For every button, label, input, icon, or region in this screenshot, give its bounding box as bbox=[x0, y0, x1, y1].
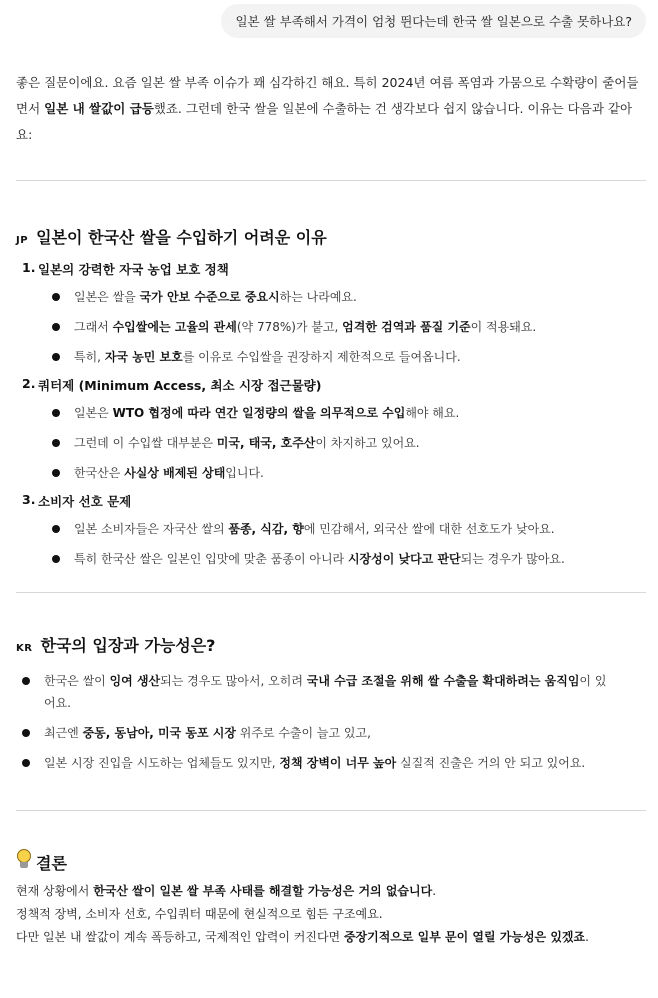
intro-line-2 bbox=[16, 96, 646, 122]
sub-list-2 bbox=[16, 402, 646, 484]
list-item-title: 일본의 강력한 자국 농업 보호 정책 bbox=[38, 262, 229, 277]
list-number: 3. bbox=[22, 492, 36, 507]
bullet-item bbox=[52, 518, 646, 540]
bullet-dot bbox=[52, 555, 60, 563]
bullet-text: 한국은 쌀이 잉여 생산되는 경우도 많아서, 오히려 국내 수급 조절을 위해 쌀 수출을 확대하려는 움직임이 있 어요. bbox=[44, 674, 607, 710]
section-title-kr bbox=[16, 633, 646, 656]
divider bbox=[16, 592, 646, 593]
intro-text: 했죠. 그런데 한국 쌀을 일본에 수출하는 건 생각보다 쉽지 않습니다. 이유는 다음과 같아 bbox=[153, 101, 633, 116]
bullet-item bbox=[52, 346, 646, 368]
bullet-dot bbox=[22, 677, 30, 685]
bullet-item bbox=[22, 722, 646, 744]
bullet-dot bbox=[22, 759, 30, 767]
bullet-dot bbox=[52, 353, 60, 361]
bullet-item bbox=[52, 432, 646, 454]
bullet-dot bbox=[52, 409, 60, 417]
bullet-text: 그런데 이 수입쌀 대부분은 미국, 태국, 호주산이 차지하고 있어요. bbox=[74, 436, 420, 450]
conclusion-line-2: 정책적 장벽, 소비자 선호, 수입쿼터 때문에 현실적으로 힘든 구조예요. bbox=[16, 907, 383, 921]
bullet-dot bbox=[22, 729, 30, 737]
bullet-text: 일본은 WTO 협정에 따라 연간 일정량의 쌀을 의무적으로 수입해야 해요. bbox=[74, 406, 460, 420]
bullet-item bbox=[52, 462, 646, 484]
list-item-1 bbox=[16, 260, 646, 278]
divider bbox=[16, 180, 646, 181]
assistant-response bbox=[16, 70, 646, 949]
bullet-item bbox=[52, 316, 646, 338]
jp-flag-icon: JP bbox=[16, 235, 29, 246]
list-number: 1. bbox=[22, 260, 36, 275]
bullet-text: 일본 시장 진입을 시도하는 업체들도 있지만, 정책 장벽이 너무 높아 실질적 진출은 거의 안 되고 있어요. bbox=[44, 756, 586, 770]
bullet-item bbox=[22, 752, 646, 774]
section-title-text: 한국의 입장과 가능성은? bbox=[40, 636, 216, 655]
conclusion-paragraph bbox=[16, 880, 646, 949]
bullet-dot bbox=[52, 293, 60, 301]
section-title-jp bbox=[16, 225, 646, 248]
divider bbox=[16, 810, 646, 811]
bullet-item bbox=[52, 548, 646, 570]
intro-line-3: 요: bbox=[16, 127, 33, 142]
list-item-title: 쿼터제 (Minimum Access, 최소 시장 접근물량) bbox=[38, 378, 322, 393]
bullet-item bbox=[22, 670, 646, 714]
conclusion-title-text: 결론 bbox=[36, 854, 67, 873]
section-title-text: 일본이 한국산 쌀을 수입하기 어려운 이유 bbox=[36, 228, 327, 247]
bullet-dot bbox=[52, 469, 60, 477]
intro-text: 면서 bbox=[16, 101, 45, 116]
bullet-text: 그래서 수입쌀에는 고율의 관세(약 778%)가 붙고, 엄격한 검역과 품질 기준이 적용돼요. bbox=[74, 320, 537, 334]
bullet-text: 특히 한국산 쌀은 일본인 입맛에 맞춘 품종이 아니라 시장성이 낮다고 판단되는 경우가 많아요. bbox=[74, 552, 565, 566]
intro-bold: 일본 내 쌀값이 급등 bbox=[44, 101, 154, 116]
conclusion-line-1: 현재 상황에서 한국산 쌀이 일본 쌀 부족 사태를 해결할 가능성은 거의 없습니다. bbox=[16, 884, 437, 898]
list-number: 2. bbox=[22, 376, 36, 391]
bullet-dot bbox=[52, 525, 60, 533]
conclusion-title bbox=[16, 849, 646, 874]
intro-paragraph bbox=[16, 70, 646, 148]
list-item-3 bbox=[16, 492, 646, 510]
list-item-title: 소비자 선호 문제 bbox=[38, 494, 132, 509]
user-message-bubble: 일본 쌀 부족해서 가격이 엄청 뛴다는데 한국 쌀 일본으로 수출 못하나요? bbox=[221, 4, 646, 38]
kr-flag-icon: KR bbox=[16, 643, 33, 654]
bullet-text: 한국산은 사실상 배제된 상태입니다. bbox=[74, 466, 264, 480]
conclusion-line-3: 다만 일본 내 쌀값이 계속 폭등하고, 국제적인 압력이 커진다면 중장기적으로 일부 문이 열릴 가능성은 있겠죠. bbox=[16, 930, 589, 944]
bullet-item bbox=[52, 402, 646, 424]
sub-list-3 bbox=[16, 518, 646, 570]
bullet-item bbox=[52, 286, 646, 308]
bullet-text: 특히, 자국 농민 보호를 이유로 수입쌀을 권장하지 제한적으로 들여옵니다. bbox=[74, 350, 461, 364]
bullet-text: 일본은 쌀을 국가 안보 수준으로 중요시하는 나라예요. bbox=[74, 290, 357, 304]
lightbulb-icon bbox=[16, 849, 32, 869]
bullet-text: 일본 소비자들은 자국산 쌀의 품종, 식감, 향에 민감해서, 외국산 쌀에 대한 선호도가 낮아요. bbox=[74, 522, 555, 536]
kr-list bbox=[16, 670, 646, 774]
sub-list-1 bbox=[16, 286, 646, 368]
bullet-dot bbox=[52, 439, 60, 447]
bullet-text: 최근엔 중동, 동남아, 미국 동포 시장 위주로 수출이 늘고 있고, bbox=[44, 726, 371, 740]
bullet-dot bbox=[52, 323, 60, 331]
list-item-2 bbox=[16, 376, 646, 394]
jp-list bbox=[16, 260, 646, 570]
intro-line-1: 좋은 질문이에요. 요즘 일본 쌀 부족 이슈가 꽤 심각하긴 해요. 특히 2024년 여름 폭염과 가뭄으로 수확량이 줄어들 bbox=[16, 75, 639, 90]
